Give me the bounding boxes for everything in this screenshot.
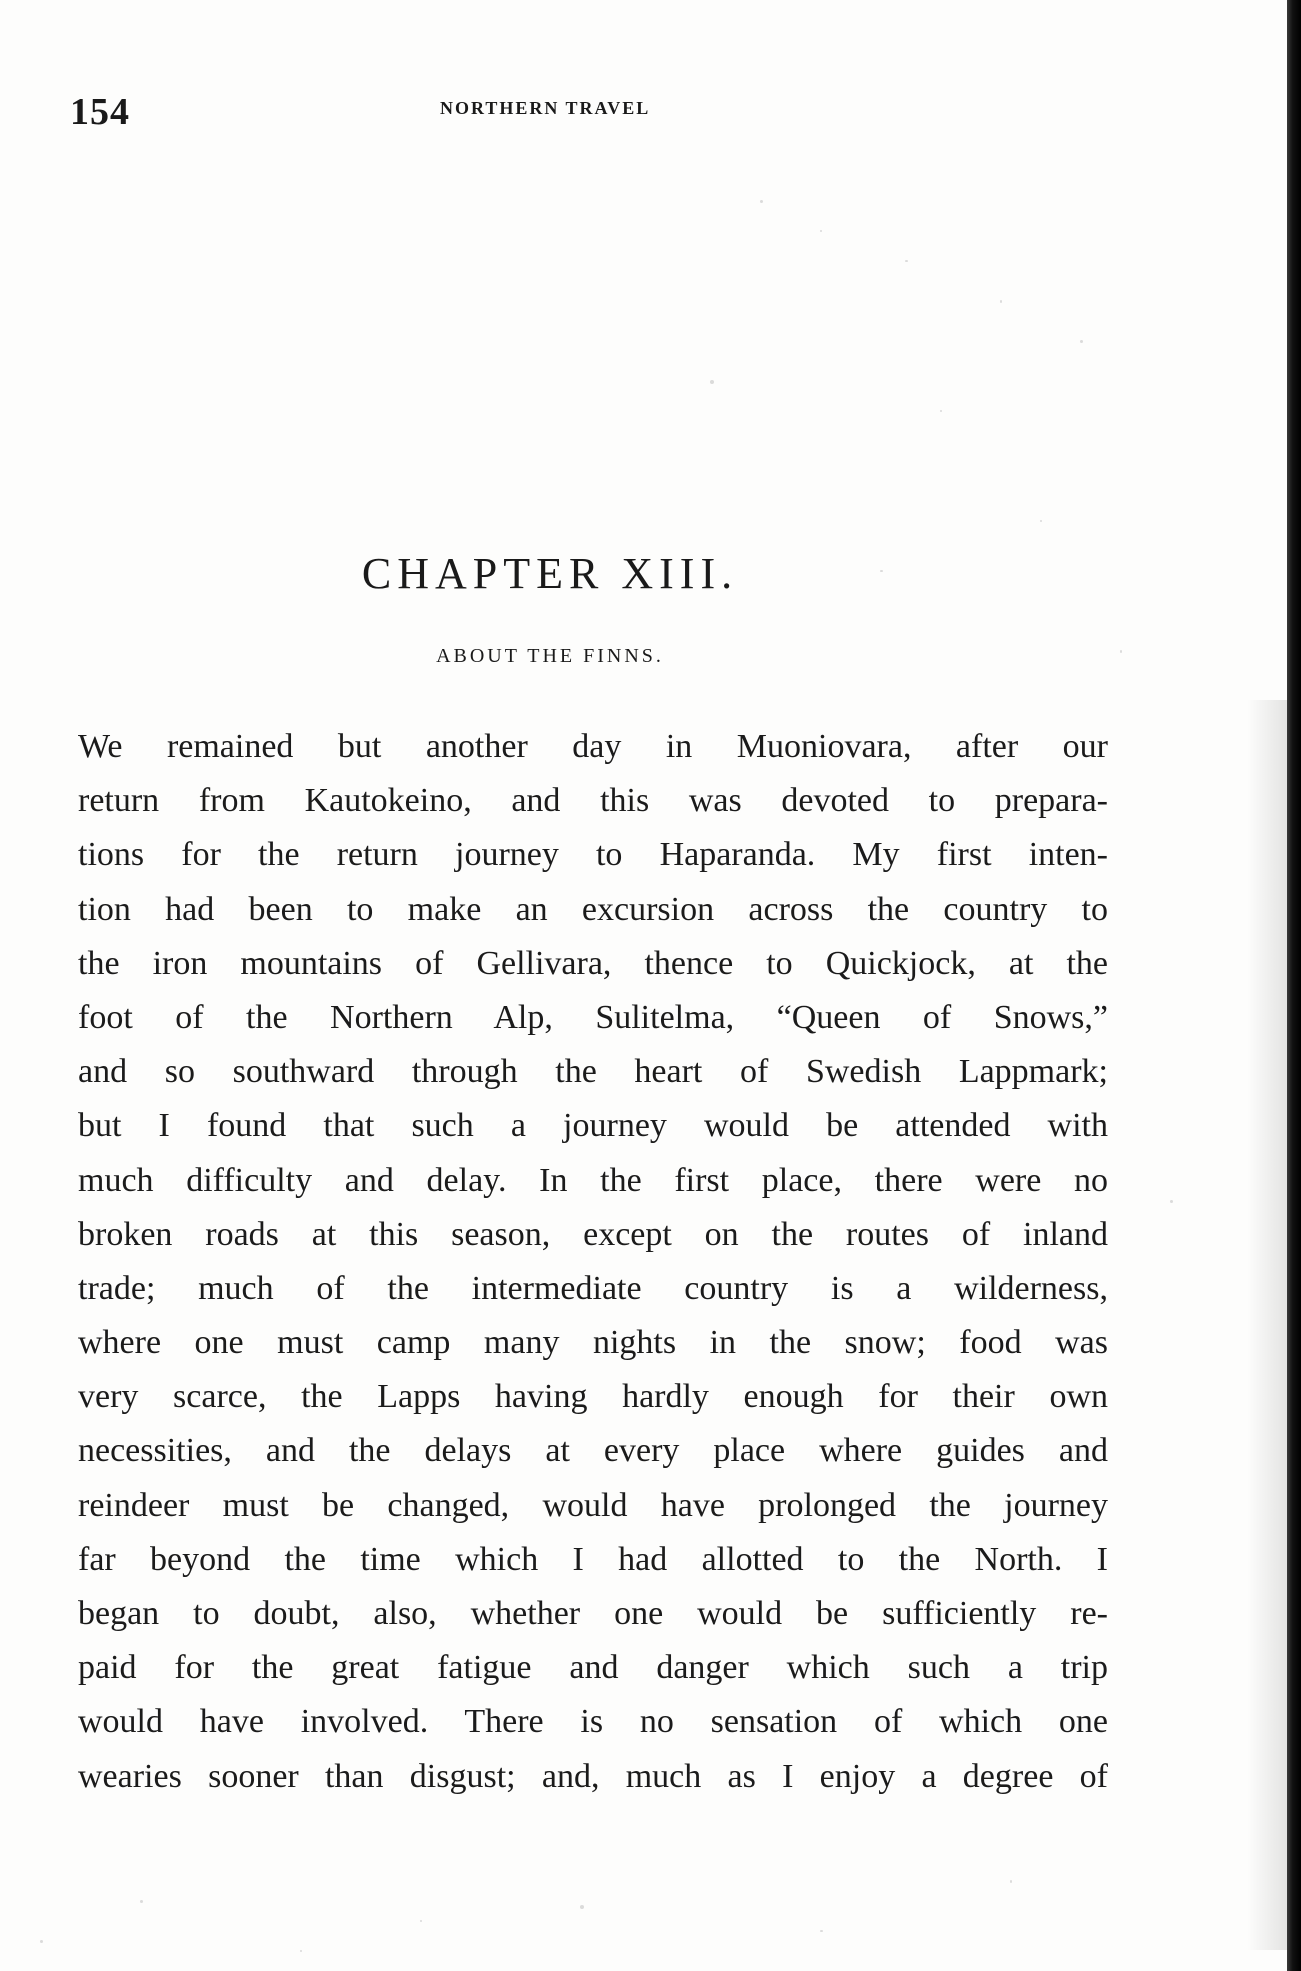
text-line: where one must camp many nights in the snow; food was	[78, 1324, 1108, 1362]
scan-speckle	[1120, 650, 1122, 653]
running-head: NORTHERN TRAVEL	[440, 98, 651, 118]
text-line: wearies sooner than disgust; and, much as I enjoy a degree of	[78, 1757, 1108, 1795]
scan-speckle	[710, 380, 714, 384]
scan-speckle	[940, 410, 942, 412]
text-line: broken roads at this season, except on the routes of inland	[78, 1215, 1108, 1253]
scan-speckle	[1040, 520, 1042, 522]
text-line: very scarce, the Lapps having hardly enough for their own	[78, 1378, 1108, 1416]
text-line: much difficulty and delay. In the first place, there were no	[78, 1161, 1108, 1199]
scan-speckle	[40, 1940, 43, 1943]
binding-edge	[1287, 0, 1301, 1971]
scan-speckle	[760, 200, 763, 203]
text-line: necessities, and the delays at every place where guides and	[78, 1432, 1108, 1470]
text-line: We remained but another day in Muoniovara, after our	[78, 728, 1108, 765]
text-line: and so southward through the heart of Swedish Lappmark;	[78, 1053, 1108, 1091]
scan-speckle	[820, 230, 822, 232]
text-line: would have involved. There is no sensation of which one	[78, 1703, 1108, 1741]
text-line: foot of the Northern Alp, Sulitelma, “Queen of Snows,”	[78, 998, 1108, 1036]
scan-speckle	[140, 1900, 143, 1903]
text-line: trade; much of the intermediate country is a wilderness,	[78, 1269, 1108, 1307]
text-line: began to doubt, also, whether one would be sufficiently re-	[78, 1595, 1108, 1632]
scan-speckle	[580, 1905, 584, 1909]
scan-speckle	[905, 260, 908, 262]
scan-speckle	[300, 1950, 302, 1952]
text-line: but I found that such a journey would be attended with	[78, 1107, 1108, 1145]
scan-speckle	[1080, 340, 1083, 343]
text-line: the iron mountains of Gellivara, thence to Quickjock, at the	[78, 944, 1108, 982]
text-line: reindeer must be changed, would have prolonged the journey	[78, 1486, 1108, 1524]
chapter-title: CHAPTER XIII.	[361, 549, 739, 598]
scan-speckle	[1000, 300, 1002, 303]
text-line: paid for the great fatigue and danger which such a trip	[78, 1649, 1108, 1687]
scan-speckle	[420, 1920, 422, 1922]
text-line: tion had been to make an excursion across the country to	[78, 890, 1108, 928]
scan-speckle	[1170, 1200, 1173, 1203]
scan-speckle	[820, 1930, 823, 1932]
text-line: return from Kautokeino, and this was devoted to prepara-	[78, 782, 1108, 820]
text-line: far beyond the time which I had allotted to the North. I	[78, 1540, 1108, 1578]
text-line: tions for the return journey to Haparanda. My first inten-	[78, 836, 1108, 874]
binding-shade	[1247, 700, 1287, 1950]
page-number: 154	[70, 91, 130, 133]
scan-speckle	[1010, 1880, 1012, 1883]
chapter-subtitle: ABOUT THE FINNS.	[436, 645, 664, 667]
body-paragraph	[78, 720, 1108, 1804]
